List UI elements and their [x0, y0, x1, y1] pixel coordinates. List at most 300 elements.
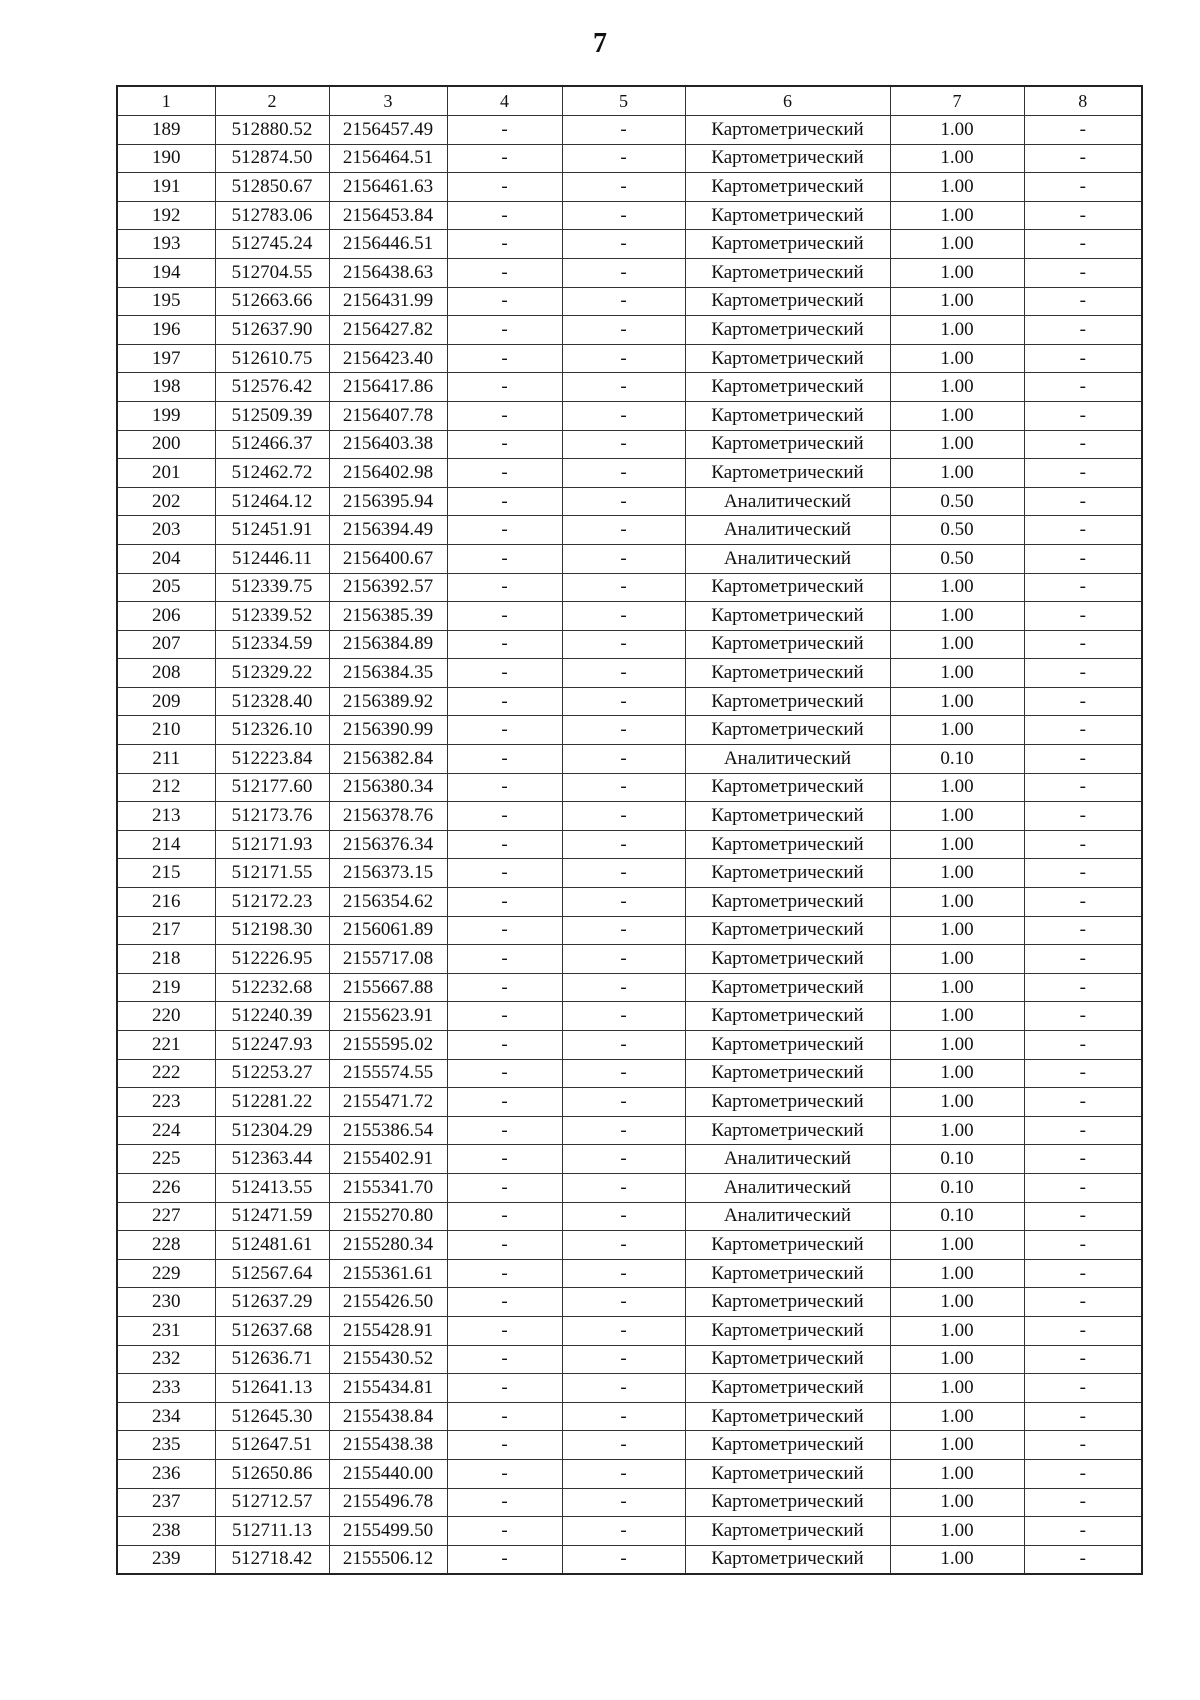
cell-column-5-value: -: [562, 859, 685, 888]
cell-column-8-value: -: [1024, 1488, 1142, 1517]
cell-accuracy: 1.00: [890, 630, 1024, 659]
cell-point-number: 195: [117, 287, 215, 316]
cell-y-coordinate: 2156446.51: [329, 230, 447, 259]
cell-column-5-value: -: [562, 1345, 685, 1374]
cell-point-number: 224: [117, 1116, 215, 1145]
cell-column-5-value: -: [562, 1402, 685, 1431]
cell-y-coordinate: 2155438.38: [329, 1431, 447, 1460]
cell-method: Аналитический: [685, 1173, 890, 1202]
cell-y-coordinate: 2155506.12: [329, 1545, 447, 1574]
cell-accuracy: 1.00: [890, 716, 1024, 745]
cell-x-coordinate: 512576.42: [215, 373, 329, 402]
cell-method: Картометрический: [685, 1316, 890, 1345]
cell-accuracy: 1.00: [890, 459, 1024, 488]
cell-method: Картометрический: [685, 1374, 890, 1403]
cell-x-coordinate: 512198.30: [215, 916, 329, 945]
table-row: [117, 830, 1142, 859]
cell-y-coordinate: 2155471.72: [329, 1088, 447, 1117]
cell-x-coordinate: 512567.64: [215, 1259, 329, 1288]
cell-x-coordinate: 512636.71: [215, 1345, 329, 1374]
cell-point-number: 207: [117, 630, 215, 659]
cell-column-4-value: -: [447, 1259, 562, 1288]
cell-point-number: 234: [117, 1402, 215, 1431]
cell-column-5-value: -: [562, 1316, 685, 1345]
cell-x-coordinate: 512253.27: [215, 1059, 329, 1088]
cell-column-5-value: -: [562, 1173, 685, 1202]
cell-point-number: 198: [117, 373, 215, 402]
cell-method: Картометрический: [685, 287, 890, 316]
cell-point-number: 225: [117, 1145, 215, 1174]
cell-column-5-value: -: [562, 459, 685, 488]
cell-point-number: 212: [117, 773, 215, 802]
cell-column-8-value: -: [1024, 1173, 1142, 1202]
cell-y-coordinate: 2155386.54: [329, 1116, 447, 1145]
cell-column-8-value: -: [1024, 1459, 1142, 1488]
cell-method: Картометрический: [685, 1517, 890, 1546]
cell-column-4-value: -: [447, 745, 562, 774]
cell-y-coordinate: 2156385.39: [329, 602, 447, 631]
cell-point-number: 230: [117, 1288, 215, 1317]
cell-accuracy: 1.00: [890, 1231, 1024, 1260]
cell-accuracy: 1.00: [890, 602, 1024, 631]
table-row: [117, 487, 1142, 516]
cell-column-4-value: -: [447, 602, 562, 631]
cell-point-number: 217: [117, 916, 215, 945]
cell-x-coordinate: 512328.40: [215, 687, 329, 716]
cell-point-number: 232: [117, 1345, 215, 1374]
cell-column-5-value: -: [562, 1031, 685, 1060]
cell-column-4-value: -: [447, 888, 562, 917]
table-row: [117, 544, 1142, 573]
column-header: 8: [1024, 86, 1142, 116]
cell-y-coordinate: 2155430.52: [329, 1345, 447, 1374]
cell-column-5-value: -: [562, 745, 685, 774]
cell-accuracy: 1.00: [890, 173, 1024, 202]
table-row: [117, 1173, 1142, 1202]
cell-method: Картометрический: [685, 173, 890, 202]
table-row: [117, 859, 1142, 888]
cell-y-coordinate: 2156384.35: [329, 659, 447, 688]
cell-column-4-value: -: [447, 430, 562, 459]
cell-y-coordinate: 2156453.84: [329, 201, 447, 230]
cell-column-8-value: -: [1024, 116, 1142, 145]
cell-accuracy: 1.00: [890, 230, 1024, 259]
cell-y-coordinate: 2156438.63: [329, 258, 447, 287]
cell-column-4-value: -: [447, 116, 562, 145]
cell-column-5-value: -: [562, 1116, 685, 1145]
cell-x-coordinate: 512466.37: [215, 430, 329, 459]
cell-column-5-value: -: [562, 716, 685, 745]
cell-accuracy: 0.50: [890, 487, 1024, 516]
cell-x-coordinate: 512304.29: [215, 1116, 329, 1145]
cell-column-5-value: -: [562, 287, 685, 316]
cell-x-coordinate: 512247.93: [215, 1031, 329, 1060]
cell-x-coordinate: 512339.52: [215, 602, 329, 631]
cell-accuracy: 1.00: [890, 116, 1024, 145]
cell-method: Картометрический: [685, 1231, 890, 1260]
cell-x-coordinate: 512641.13: [215, 1374, 329, 1403]
table-row: [117, 201, 1142, 230]
cell-column-5-value: -: [562, 173, 685, 202]
cell-method: Картометрический: [685, 344, 890, 373]
cell-method: Картометрический: [685, 630, 890, 659]
cell-accuracy: 1.00: [890, 1402, 1024, 1431]
cell-column-5-value: -: [562, 344, 685, 373]
cell-column-4-value: -: [447, 1173, 562, 1202]
cell-method: Картометрический: [685, 888, 890, 917]
cell-method: Картометрический: [685, 1288, 890, 1317]
cell-accuracy: 1.00: [890, 430, 1024, 459]
cell-column-4-value: -: [447, 773, 562, 802]
cell-column-5-value: -: [562, 687, 685, 716]
cell-point-number: 211: [117, 745, 215, 774]
cell-method: Картометрический: [685, 459, 890, 488]
cell-accuracy: 1.00: [890, 316, 1024, 345]
cell-x-coordinate: 512509.39: [215, 401, 329, 430]
cell-column-5-value: -: [562, 802, 685, 831]
cell-x-coordinate: 512610.75: [215, 344, 329, 373]
cell-column-8-value: -: [1024, 1031, 1142, 1060]
cell-y-coordinate: 2156061.89: [329, 916, 447, 945]
cell-point-number: 233: [117, 1374, 215, 1403]
cell-method: Аналитический: [685, 1145, 890, 1174]
cell-accuracy: 1.00: [890, 773, 1024, 802]
cell-y-coordinate: 2155623.91: [329, 1002, 447, 1031]
cell-column-5-value: -: [562, 1431, 685, 1460]
cell-accuracy: 1.00: [890, 1488, 1024, 1517]
cell-method: Картометрический: [685, 859, 890, 888]
cell-point-number: 201: [117, 459, 215, 488]
cell-x-coordinate: 512177.60: [215, 773, 329, 802]
cell-accuracy: 1.00: [890, 945, 1024, 974]
cell-method: Картометрический: [685, 973, 890, 1002]
table-row: [117, 1288, 1142, 1317]
cell-method: Картометрический: [685, 1402, 890, 1431]
cell-y-coordinate: 2156407.78: [329, 401, 447, 430]
cell-point-number: 202: [117, 487, 215, 516]
cell-y-coordinate: 2156423.40: [329, 344, 447, 373]
cell-point-number: 228: [117, 1231, 215, 1260]
cell-y-coordinate: 2155574.55: [329, 1059, 447, 1088]
cell-y-coordinate: 2156431.99: [329, 287, 447, 316]
cell-column-4-value: -: [447, 1431, 562, 1460]
cell-column-5-value: -: [562, 1202, 685, 1231]
cell-method: Картометрический: [685, 916, 890, 945]
cell-point-number: 206: [117, 602, 215, 631]
cell-y-coordinate: 2155270.80: [329, 1202, 447, 1231]
cell-column-5-value: -: [562, 316, 685, 345]
cell-x-coordinate: 512464.12: [215, 487, 329, 516]
cell-point-number: 218: [117, 945, 215, 974]
column-header: 5: [562, 86, 685, 116]
cell-accuracy: 1.00: [890, 973, 1024, 1002]
column-header: 6: [685, 86, 890, 116]
cell-column-4-value: -: [447, 659, 562, 688]
cell-column-5-value: -: [562, 230, 685, 259]
cell-x-coordinate: 512637.90: [215, 316, 329, 345]
cell-column-4-value: -: [447, 1402, 562, 1431]
table-row: [117, 1374, 1142, 1403]
cell-method: Картометрический: [685, 201, 890, 230]
cell-method: Картометрический: [685, 1259, 890, 1288]
cell-accuracy: 1.00: [890, 373, 1024, 402]
cell-point-number: 194: [117, 258, 215, 287]
table-row: [117, 630, 1142, 659]
cell-point-number: 214: [117, 830, 215, 859]
cell-column-5-value: -: [562, 659, 685, 688]
cell-column-8-value: -: [1024, 630, 1142, 659]
cell-column-4-value: -: [447, 1374, 562, 1403]
cell-point-number: 193: [117, 230, 215, 259]
cell-accuracy: 0.50: [890, 544, 1024, 573]
table-row: [117, 716, 1142, 745]
table-row: [117, 230, 1142, 259]
cell-method: Картометрический: [685, 830, 890, 859]
cell-y-coordinate: 2155667.88: [329, 973, 447, 1002]
cell-method: Картометрический: [685, 401, 890, 430]
cell-y-coordinate: 2156389.92: [329, 687, 447, 716]
cell-point-number: 222: [117, 1059, 215, 1088]
cell-point-number: 203: [117, 516, 215, 545]
cell-point-number: 209: [117, 687, 215, 716]
table-row: [117, 258, 1142, 287]
table-row: [117, 888, 1142, 917]
cell-column-8-value: -: [1024, 1402, 1142, 1431]
cell-accuracy: 1.00: [890, 1088, 1024, 1117]
cell-x-coordinate: 512451.91: [215, 516, 329, 545]
cell-method: Картометрический: [685, 1002, 890, 1031]
cell-column-8-value: -: [1024, 973, 1142, 1002]
cell-y-coordinate: 2156376.34: [329, 830, 447, 859]
cell-x-coordinate: 512704.55: [215, 258, 329, 287]
cell-column-4-value: -: [447, 516, 562, 545]
cell-y-coordinate: 2156373.15: [329, 859, 447, 888]
table-row: [117, 1545, 1142, 1574]
cell-y-coordinate: 2155440.00: [329, 1459, 447, 1488]
cell-x-coordinate: 512637.68: [215, 1316, 329, 1345]
cell-point-number: 237: [117, 1488, 215, 1517]
cell-accuracy: 1.00: [890, 1316, 1024, 1345]
cell-y-coordinate: 2156402.98: [329, 459, 447, 488]
cell-column-4-value: -: [447, 287, 562, 316]
cell-x-coordinate: 512413.55: [215, 1173, 329, 1202]
cell-column-8-value: -: [1024, 1259, 1142, 1288]
cell-x-coordinate: 512171.55: [215, 859, 329, 888]
table-row: [117, 1231, 1142, 1260]
cell-column-8-value: -: [1024, 1288, 1142, 1317]
header-row: [117, 86, 1142, 116]
cell-y-coordinate: 2155496.78: [329, 1488, 447, 1517]
table-row: [117, 802, 1142, 831]
cell-point-number: 204: [117, 544, 215, 573]
cell-point-number: 189: [117, 116, 215, 145]
cell-column-4-value: -: [447, 1488, 562, 1517]
cell-column-8-value: -: [1024, 316, 1142, 345]
table-row: [117, 1259, 1142, 1288]
cell-column-5-value: -: [562, 1088, 685, 1117]
table-row: [117, 316, 1142, 345]
cell-point-number: 200: [117, 430, 215, 459]
cell-y-coordinate: 2155280.34: [329, 1231, 447, 1260]
cell-accuracy: 1.00: [890, 573, 1024, 602]
cell-x-coordinate: 512637.29: [215, 1288, 329, 1317]
cell-column-5-value: -: [562, 573, 685, 602]
cell-column-4-value: -: [447, 945, 562, 974]
cell-x-coordinate: 512850.67: [215, 173, 329, 202]
cell-x-coordinate: 512783.06: [215, 201, 329, 230]
table-row: [117, 1517, 1142, 1546]
cell-method: Картометрический: [685, 1545, 890, 1574]
cell-column-8-value: -: [1024, 201, 1142, 230]
cell-column-8-value: -: [1024, 602, 1142, 631]
cell-y-coordinate: 2155402.91: [329, 1145, 447, 1174]
cell-accuracy: 1.00: [890, 1431, 1024, 1460]
cell-column-5-value: -: [562, 1288, 685, 1317]
cell-column-8-value: -: [1024, 1116, 1142, 1145]
cell-y-coordinate: 2156427.82: [329, 316, 447, 345]
cell-accuracy: 1.00: [890, 344, 1024, 373]
cell-method: Картометрический: [685, 802, 890, 831]
cell-column-8-value: -: [1024, 1316, 1142, 1345]
cell-point-number: 226: [117, 1173, 215, 1202]
cell-column-8-value: -: [1024, 573, 1142, 602]
cell-column-8-value: -: [1024, 544, 1142, 573]
cell-column-4-value: -: [447, 1116, 562, 1145]
cell-column-8-value: -: [1024, 830, 1142, 859]
table-row: [117, 287, 1142, 316]
cell-accuracy: 1.00: [890, 888, 1024, 917]
cell-y-coordinate: 2156464.51: [329, 144, 447, 173]
cell-method: Картометрический: [685, 1431, 890, 1460]
cell-column-5-value: -: [562, 1517, 685, 1546]
cell-x-coordinate: 512281.22: [215, 1088, 329, 1117]
cell-method: Картометрический: [685, 1459, 890, 1488]
cell-method: Картометрический: [685, 373, 890, 402]
cell-point-number: 208: [117, 659, 215, 688]
cell-column-4-value: -: [447, 1202, 562, 1231]
cell-column-4-value: -: [447, 830, 562, 859]
cell-method: Картометрический: [685, 716, 890, 745]
cell-column-4-value: -: [447, 973, 562, 1002]
cell-accuracy: 1.00: [890, 287, 1024, 316]
cell-column-8-value: -: [1024, 1088, 1142, 1117]
cell-y-coordinate: 2155499.50: [329, 1517, 447, 1546]
column-header: 2: [215, 86, 329, 116]
cell-column-8-value: -: [1024, 258, 1142, 287]
table-row: [117, 659, 1142, 688]
cell-column-5-value: -: [562, 1231, 685, 1260]
cell-column-5-value: -: [562, 945, 685, 974]
cell-y-coordinate: 2155361.61: [329, 1259, 447, 1288]
table-row: [117, 945, 1142, 974]
cell-point-number: 239: [117, 1545, 215, 1574]
cell-y-coordinate: 2155428.91: [329, 1316, 447, 1345]
cell-point-number: 196: [117, 316, 215, 345]
cell-point-number: 216: [117, 888, 215, 917]
cell-point-number: 223: [117, 1088, 215, 1117]
cell-point-number: 205: [117, 573, 215, 602]
cell-point-number: 191: [117, 173, 215, 202]
cell-column-8-value: -: [1024, 945, 1142, 974]
cell-column-8-value: -: [1024, 916, 1142, 945]
table-row: [117, 173, 1142, 202]
cell-method: Картометрический: [685, 430, 890, 459]
cell-column-8-value: -: [1024, 1545, 1142, 1574]
cell-point-number: 210: [117, 716, 215, 745]
cell-column-4-value: -: [447, 459, 562, 488]
table-row: [117, 1145, 1142, 1174]
cell-column-4-value: -: [447, 630, 562, 659]
cell-accuracy: 1.00: [890, 1002, 1024, 1031]
table-row: [117, 1202, 1142, 1231]
table-row: [117, 1459, 1142, 1488]
cell-x-coordinate: 512339.75: [215, 573, 329, 602]
cell-column-8-value: -: [1024, 716, 1142, 745]
cell-point-number: 238: [117, 1517, 215, 1546]
page-number: 7: [593, 28, 607, 59]
cell-column-4-value: -: [447, 716, 562, 745]
cell-column-8-value: -: [1024, 487, 1142, 516]
cell-column-8-value: -: [1024, 745, 1142, 774]
cell-accuracy: 1.00: [890, 258, 1024, 287]
cell-x-coordinate: 512363.44: [215, 1145, 329, 1174]
cell-method: Картометрический: [685, 1345, 890, 1374]
column-header: 3: [329, 86, 447, 116]
table-body: [117, 116, 1142, 1575]
cell-column-5-value: -: [562, 201, 685, 230]
cell-accuracy: 1.00: [890, 1545, 1024, 1574]
cell-method: Аналитический: [685, 544, 890, 573]
table-row: [117, 116, 1142, 145]
cell-y-coordinate: 2156378.76: [329, 802, 447, 831]
cell-column-8-value: -: [1024, 1345, 1142, 1374]
cell-column-8-value: -: [1024, 430, 1142, 459]
cell-column-8-value: -: [1024, 802, 1142, 831]
cell-method: Картометрический: [685, 316, 890, 345]
cell-method: Картометрический: [685, 116, 890, 145]
cell-point-number: 235: [117, 1431, 215, 1460]
cell-column-4-value: -: [447, 859, 562, 888]
cell-column-8-value: -: [1024, 516, 1142, 545]
table-row: [117, 1116, 1142, 1145]
cell-column-4-value: -: [447, 258, 562, 287]
cell-column-5-value: -: [562, 487, 685, 516]
cell-y-coordinate: 2156384.89: [329, 630, 447, 659]
cell-column-5-value: -: [562, 1259, 685, 1288]
cell-column-4-value: -: [447, 373, 562, 402]
table-row: [117, 973, 1142, 1002]
cell-column-8-value: -: [1024, 1002, 1142, 1031]
cell-accuracy: 0.10: [890, 1145, 1024, 1174]
cell-x-coordinate: 512712.57: [215, 1488, 329, 1517]
cell-accuracy: 1.00: [890, 1059, 1024, 1088]
cell-y-coordinate: 2156395.94: [329, 487, 447, 516]
cell-method: Картометрический: [685, 687, 890, 716]
cell-column-5-value: -: [562, 1488, 685, 1517]
table-row: [117, 1431, 1142, 1460]
table-row: [117, 1002, 1142, 1031]
cell-column-4-value: -: [447, 173, 562, 202]
cell-accuracy: 1.00: [890, 687, 1024, 716]
cell-y-coordinate: 2156403.38: [329, 430, 447, 459]
cell-column-5-value: -: [562, 1145, 685, 1174]
cell-column-4-value: -: [447, 401, 562, 430]
table-row: [117, 430, 1142, 459]
table-row: [117, 344, 1142, 373]
table-row: [117, 144, 1142, 173]
column-header: 7: [890, 86, 1024, 116]
cell-x-coordinate: 512172.23: [215, 888, 329, 917]
